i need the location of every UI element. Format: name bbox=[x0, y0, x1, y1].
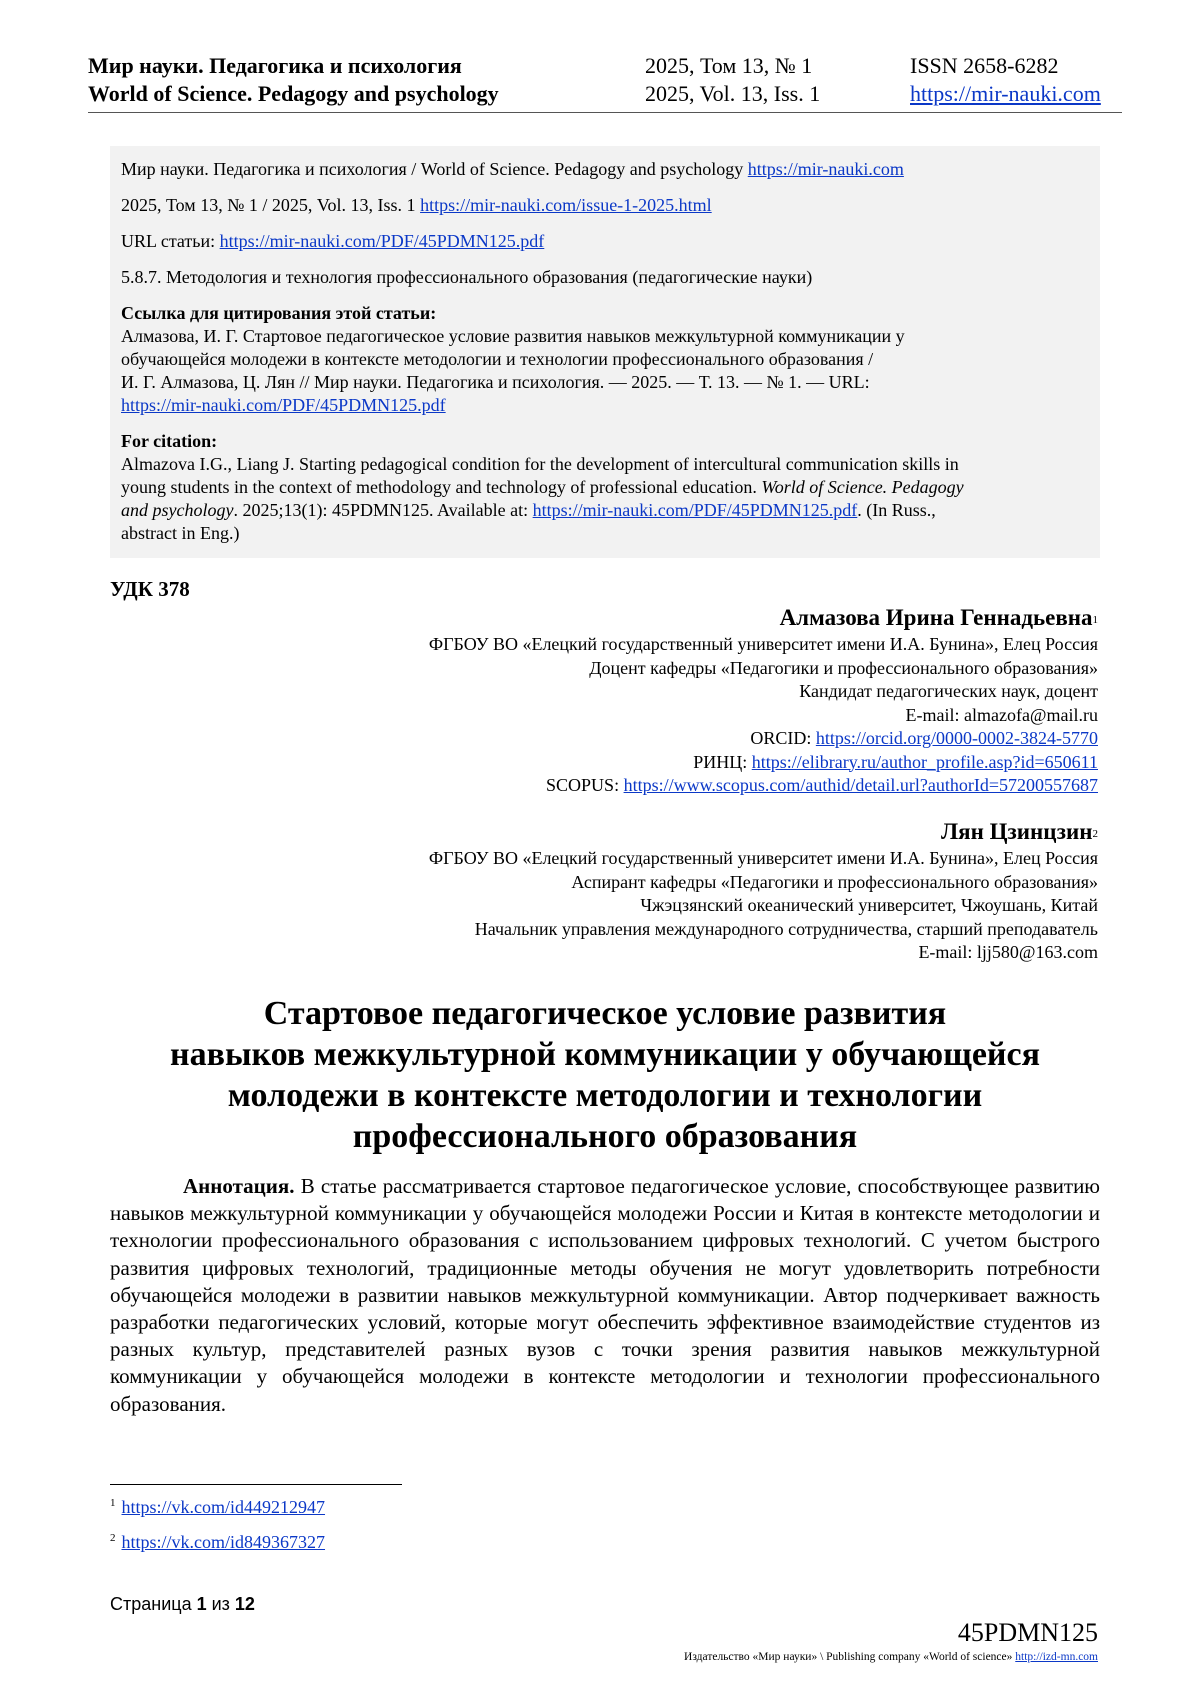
cite-journal-link[interactable]: https://mir-nauki.com bbox=[747, 159, 904, 179]
author-affiliation: ФГБОУ ВО «Елецкий государственный университет имени И.А. Бунина», Елец Россия bbox=[428, 634, 1098, 654]
author-affiliation: ФГБОУ ВО «Елецкий государственный университет имени И.А. Бунина», Елец Россия bbox=[428, 848, 1098, 868]
author-scopus: SCOPUS: https://www.scopus.com/authid/detail.url?authorId=57200557687 bbox=[546, 775, 1098, 795]
citation-ru-line: Алмазова, И. Г. Стартовое педагогическое условие развития навыков межкультурной коммуникации у bbox=[121, 326, 905, 346]
footnote-number: 2 bbox=[110, 1532, 116, 1544]
scopus-link[interactable]: https://www.scopus.com/authid/detail.url?authorId=57200557687 bbox=[623, 775, 1098, 795]
title-line: молодежи в контексте методологии и технологии bbox=[227, 1077, 983, 1114]
issue-ru: 2025, Том 13, № 1 bbox=[645, 53, 813, 78]
journal-title-en: World of Science. Pedagogy and psychology bbox=[88, 81, 499, 106]
citation-ru-line: И. Г. Алмазова, Ц. Лян // Мир науки. Педагогика и психология. — 2025. — Т. 13. — № 1. — URL: bbox=[121, 372, 870, 392]
title-line: Стартовое педагогическое условие развития bbox=[263, 995, 947, 1032]
publisher-link[interactable]: http://izd-mn.com bbox=[1015, 1651, 1098, 1663]
citation-ru-heading: Ссылка для цитирования этой статьи: bbox=[121, 303, 437, 323]
footnote-mark[interactable]: 2 bbox=[1092, 828, 1098, 840]
citation-box bbox=[110, 146, 1100, 558]
cite-issue-text: 2025, Том 13, № 1 / 2025, Vol. 13, Iss. 1 bbox=[121, 195, 421, 215]
author-degree: Кандидат педагогических наук, доцент bbox=[799, 681, 1098, 701]
citation-ru bbox=[121, 302, 1090, 417]
footnote-link[interactable]: https://vk.com/id849367327 bbox=[121, 1532, 326, 1552]
abstract-label: Аннотация. bbox=[183, 1174, 295, 1198]
rinc-link[interactable]: https://elibrary.ru/author_profile.asp?id=650611 bbox=[751, 751, 1098, 772]
cite-issue-link[interactable]: https://mir-nauki.com/issue-1-2025.html bbox=[420, 195, 712, 215]
citation-en-line: and psychology. 2025;13(1): 45PDMN125. Available at: https://mir-nauki.com/PDF/45PDMN125.pdf. (In Russ., bbox=[121, 500, 936, 520]
footnote bbox=[110, 1532, 325, 1553]
title-line: профессионального образования bbox=[352, 1118, 858, 1155]
abstract bbox=[110, 1173, 1100, 1418]
cite-article-link[interactable]: https://mir-nauki.com/PDF/45PDMN125.pdf bbox=[219, 231, 545, 251]
author-email: E-mail: almazofa@mail.ru bbox=[905, 704, 1098, 725]
journal-title-ru: Мир науки. Педагогика и психология bbox=[88, 53, 462, 78]
author-position: Аспирант кафедры «Педагогики и профессионального образования» bbox=[571, 871, 1098, 892]
cite-url-line bbox=[121, 230, 1090, 253]
footnote-number: 1 bbox=[110, 1497, 116, 1509]
citation-en-line: abstract in Eng.) bbox=[121, 523, 240, 543]
article-title bbox=[100, 993, 1110, 1157]
issue-en: 2025, Vol. 13, Iss. 1 bbox=[645, 81, 821, 106]
citation-en-line: young students in the context of methodology and technology of professional education. World of Science. Pedagogy bbox=[121, 477, 964, 497]
author-orcid: ORCID: https://orcid.org/0000-0002-3824-5770 bbox=[750, 728, 1098, 748]
footnote bbox=[110, 1497, 325, 1518]
citation-en-journal: World of Science. Pedagogy bbox=[761, 477, 964, 497]
cite-journal-line bbox=[121, 158, 1090, 181]
author-name: Алмазова Ирина Геннадьевна$^1$ bbox=[779, 605, 1098, 630]
issn: ISSN 2658-6282 bbox=[910, 53, 1059, 78]
author-position: Доцент кафедры «Педагогики и профессионального образования» bbox=[589, 657, 1098, 678]
udk-code: УДК 378 bbox=[110, 577, 190, 601]
title-line: навыков межкультурной коммуникации у обучающейся bbox=[170, 1036, 1040, 1073]
author-university: Чжэцзянский океанический университет, Чжоушань, Китай bbox=[640, 895, 1098, 915]
citation-en-journal: and psychology bbox=[121, 500, 234, 520]
journal-site-link[interactable]: https://mir-nauki.com bbox=[910, 81, 1101, 106]
page-number: Страница 1 из 12 bbox=[110, 1594, 255, 1614]
footnote-mark[interactable]: 1 bbox=[1092, 614, 1098, 626]
abstract-text: В статье рассматривается стартовое педагогическое условие, способствующее развитию навыков межкультурной коммуникации у обучающейся молодежи России и Китая в контексте методологии и технологии профессионального образования с использованием цифровых технологий. С учетом быстрого развития цифровых технологий, традиционные методы обучения не могут удовлетворить потребности обучающейся молодежи в развитии навыков межкультурной коммуникации. Автор подчеркивает важность разработки педагогических условий, которые могут обеспечить эффективное взаимодействие студентов из разных культур, представителей разных вузов с точки зрения развития навыков межкультурной коммуникации у обучающейся молодежи в контексте методологии и технологии профессионального образования. bbox=[110, 1174, 1100, 1416]
citation-ru-line: обучающейся молодежи в контексте методологии и технологии профессионального образования / bbox=[121, 349, 874, 369]
footnote-link[interactable]: https://vk.com/id449212947 bbox=[121, 1497, 326, 1517]
citation-ru-link[interactable]: https://mir-nauki.com/PDF/45PDMN125.pdf bbox=[121, 395, 446, 415]
page-current: 1 bbox=[196, 1594, 207, 1614]
publisher-line: Издательство «Мир науки» \ Publishing company «World of science» http://izd-mn.com bbox=[684, 1651, 1098, 1663]
author-block bbox=[429, 603, 1098, 798]
journal-title-block bbox=[88, 52, 499, 108]
citation-en-link[interactable]: https://mir-nauki.com/PDF/45PDMN125.pdf bbox=[532, 500, 858, 520]
citation-en-line: Almazova I.G., Liang J. Starting pedagogical condition for the development of intercultural communication skills in bbox=[121, 454, 959, 474]
cite-journal-text: Мир науки. Педагогика и психология / World of Science. Pedagogy and psychology bbox=[121, 159, 748, 179]
issn-block bbox=[910, 52, 1101, 108]
cite-url-label: URL статьи: bbox=[121, 231, 220, 251]
cite-issue-line bbox=[121, 194, 1090, 217]
running-header bbox=[88, 52, 1122, 113]
issue-block bbox=[645, 52, 820, 108]
page-total: 12 bbox=[234, 1594, 255, 1614]
author-role: Начальник управления международного сотрудничества, старший преподаватель bbox=[474, 918, 1098, 939]
cite-specialty-line: 5.8.7. Методология и технология профессионального образования (педагогические науки) bbox=[121, 267, 813, 287]
citation-en bbox=[121, 430, 1090, 545]
orcid-link[interactable]: https://orcid.org/0000-0002-3824-5770 bbox=[815, 728, 1098, 748]
author-block bbox=[429, 817, 1098, 965]
author-email: E-mail: ljj580@163.com bbox=[918, 942, 1098, 962]
footnote-divider bbox=[110, 1484, 402, 1485]
author-name: Лян Цзинцзин$^2$ bbox=[941, 819, 1098, 844]
author-rinc: РИНЦ: https://elibrary.ru/author_profile.asp?id=650611 bbox=[693, 751, 1098, 772]
article-id: 45PDMN125 bbox=[957, 1618, 1098, 1647]
citation-en-heading: For citation: bbox=[121, 431, 218, 451]
